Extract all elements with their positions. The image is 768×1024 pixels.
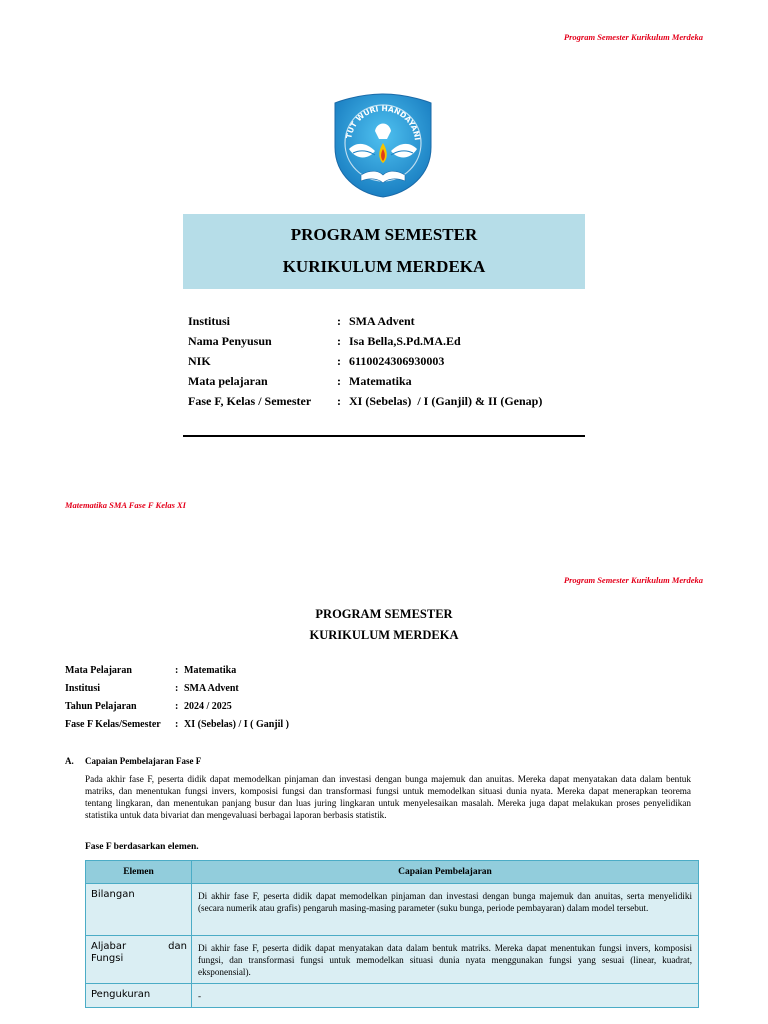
info-value: Matematika <box>349 374 412 388</box>
logo-motto: TUT WURI HANDAYANI <box>344 103 422 141</box>
table-header-row <box>86 861 699 884</box>
tut-wuri-handayani-logo <box>331 91 435 199</box>
info-label: NIK <box>188 354 211 368</box>
info-label: Fase F Kelas/Semester <box>65 719 161 730</box>
page2-info-table <box>65 665 465 737</box>
info-value: SMA Advent <box>184 683 239 694</box>
info-colon: : <box>175 719 179 730</box>
page1-running-header: Program Semester Kurikulum Merdeka <box>563 32 703 42</box>
page2-title-line2: KURIKULUM MERDEKA <box>309 628 459 642</box>
info-colon: : <box>175 665 179 676</box>
cover-title-line2: KURIKULUM MERDEKA <box>282 257 486 276</box>
table-cell-capaian: Di akhir fase F, peserta didik dapat menyatakan data dalam bentuk matriks. Mereka dapat menentukan fungsi invers, komposisi fungsi, dan transformasi fungsi untuk memodelkan situasi dunia nyata menggunakan fungsi yang sesuai (linear, kuadrat, eksponensial). <box>192 936 699 984</box>
header-capaian: Capaian Pembelajaran <box>192 861 699 884</box>
cover-divider <box>183 435 585 437</box>
info-colon: : <box>337 334 341 348</box>
info-value: Matematika <box>184 665 237 676</box>
section-a-paragraph: Pada akhir fase F, peserta didik dapat memodelkan pinjaman dan investasi dengan bunga majemuk dan anuitas. Mereka dapat menyatakan data dalam bentuk matriks, dan menentukan fungsi invers, komposisi fungsi dan transformasi fungsi untuk memodelkan situasi dunia nyata. Mereka dapat menerapkan teorema tentang lingkaran, dan menentukan panjang busur dan luas juring lingkaran untuk menyelesaikan masalah. Mereka juga dapat melakukan proses penyelidikan statistika untuk data bivariat dan mengevaluasi berbagai laporan berbasis statistik. <box>85 774 691 820</box>
info-label: Nama Penyusun <box>188 334 272 348</box>
section-a-subheading: Fase F berdasarkan elemen. <box>85 842 199 852</box>
page2-title-line1: PROGRAM SEMESTER <box>315 607 453 621</box>
table-cell-elemen: Aljabar dan Fungsi <box>86 936 192 984</box>
page1-footer: Matematika SMA Fase F Kelas XI <box>65 500 186 510</box>
table-row <box>86 984 699 1008</box>
table-cell-elemen: Bilangan <box>86 884 192 936</box>
table-cell-elemen: Pengukuran <box>86 984 192 1008</box>
cover-info-table <box>188 314 588 414</box>
info-colon: : <box>337 314 341 328</box>
info-value: XI (Sebelas) / I ( Ganjil ) <box>184 719 289 730</box>
table-row <box>86 936 699 984</box>
info-colon: : <box>337 374 341 388</box>
cover-title-box <box>183 214 585 289</box>
info-colon: : <box>337 394 341 408</box>
cover-title-line1: PROGRAM SEMESTER <box>290 225 478 244</box>
page2-running-header: Program Semester Kurikulum Merdeka <box>563 575 703 585</box>
info-colon: : <box>337 354 341 368</box>
info-colon: : <box>175 683 179 694</box>
table-cell-capaian: - <box>192 984 699 1008</box>
section-a-marker: A. <box>65 756 74 766</box>
info-value: XI (Sebelas) / I (Ganjil) & II (Genap) <box>349 394 543 408</box>
info-colon: : <box>175 701 179 712</box>
info-value: 2024 / 2025 <box>184 701 232 712</box>
info-label: Tahun Pelajaran <box>65 701 137 712</box>
info-value: Isa Bella,S.Pd.MA.Ed <box>349 334 461 348</box>
table-cell-capaian: Di akhir fase F, peserta didik dapat memodelkan pinjaman dan investasi dengan bunga majemuk dan anuitas, serta menyelidiki (secara numerik atau grafis) pengaruh masing-masing parameter (suku bunga, periode pembayaran) dalam model tersebut. <box>192 884 699 936</box>
info-label: Mata Pelajaran <box>65 665 132 676</box>
section-a-heading: Capaian Pembelajaran Fase F <box>85 756 202 766</box>
header-elemen: Elemen <box>86 861 192 884</box>
info-label: Mata pelajaran <box>188 374 268 388</box>
info-value: SMA Advent <box>349 314 415 328</box>
info-label: Fase F, Kelas / Semester <box>188 394 312 408</box>
info-label: Institusi <box>65 683 101 694</box>
info-value: 6110024306930003 <box>349 354 445 368</box>
table-row <box>86 884 699 936</box>
capaian-table <box>85 860 699 1008</box>
info-label: Institusi <box>188 314 231 328</box>
